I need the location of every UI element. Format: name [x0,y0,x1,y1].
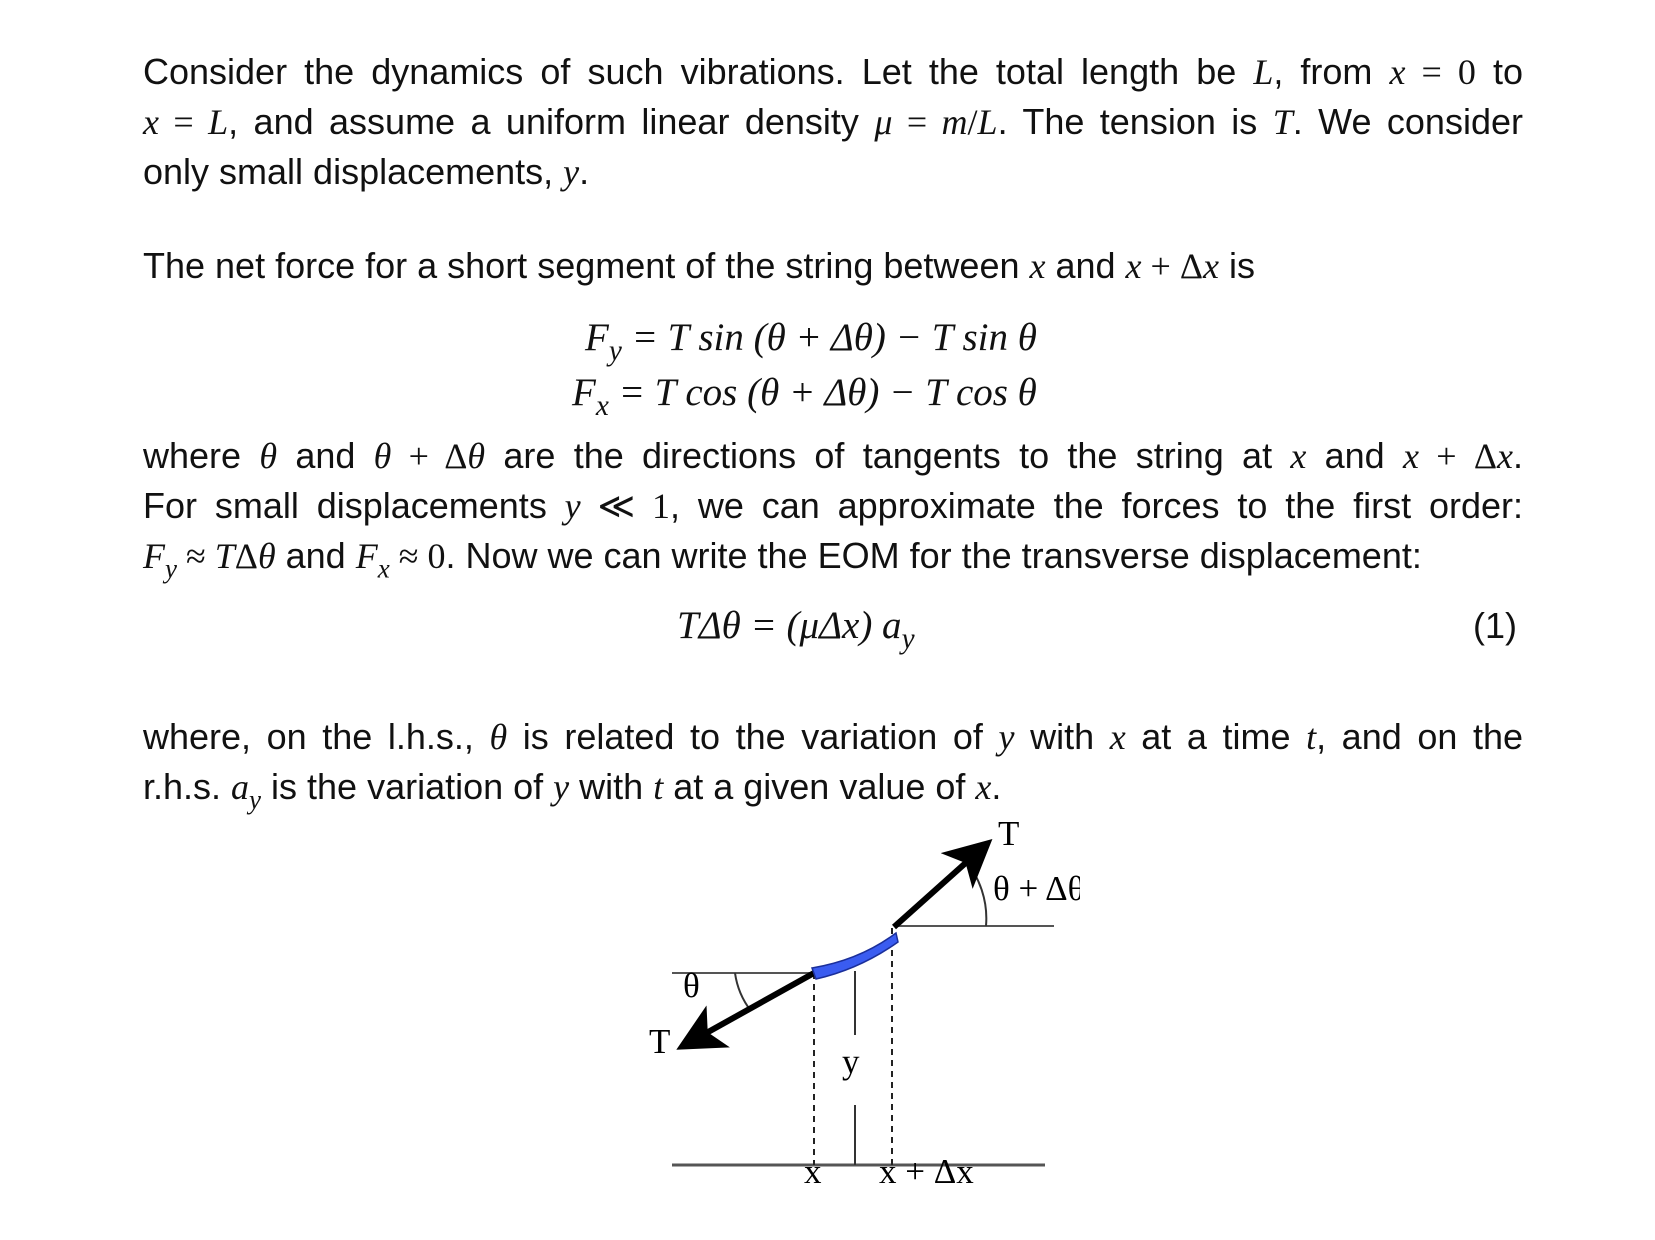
label-x-plus-dx: x + Δx [879,1152,974,1191]
paragraph-line: The net force for a short segment of the string between x and x + Δx is [143,245,1255,286]
equation-eom: TΔθ = (μΔx) $a_y$ [677,604,915,656]
paragraph-line: where, on the l.h.s., θ is related to the variation of y with x at a time t, and on the [143,716,1523,757]
label-tension-top: T [998,815,1020,853]
paragraph-line: where θ and θ + Δθ are the directions of tangents to the string at x and x + Δx. [143,435,1523,476]
paragraph-small-displacements [143,431,1523,584]
tension-arrow-left [692,973,814,1041]
label-tension-bottom: T [649,1022,671,1061]
figure-svg [640,815,1080,1235]
label-y: y [842,1042,860,1081]
paragraph-line: For small displacements y ≪ 1, we can approximate the forces to the first order: [143,485,1523,526]
paragraph-line: r.h.s. $a_y$ is the variation of y with t at a given value of x. [143,766,1002,815]
equation-number: (1) [1473,605,1517,646]
paragraph-lhs-rhs [143,712,1523,815]
label-angle-top: θ + Δθ [993,869,1080,908]
theta-plus-dtheta-arc [964,859,986,926]
label-theta: θ [683,966,700,1005]
tension-arrow-right [894,851,979,927]
equation-fx: $F_x = T$ cos (θ + Δθ) − T cos θ [572,371,1037,423]
paragraph-intro [143,47,1523,197]
paragraph-line: x = L, and assume a uniform linear density μ = m/L. The tension is T. We consider [143,101,1523,142]
paragraph-net-force [143,241,1523,291]
equation-fy: $F_y = T$ sin (θ + Δθ) − T sin θ [585,316,1037,368]
theta-arc [735,973,751,1011]
string-segment-figure [640,815,1080,1235]
paragraph-line: only small displacements, y. [143,151,590,192]
label-x: x [804,1152,822,1191]
paragraph-line: Consider the dynamics of such vibrations. Let the total length be L, from x = 0 to [143,51,1523,92]
paragraph-line: $F_y \approx T\Delta\theta$ and $F_x \approx 0$. Now we can write the EOM for the transverse displacement: [143,535,1422,584]
